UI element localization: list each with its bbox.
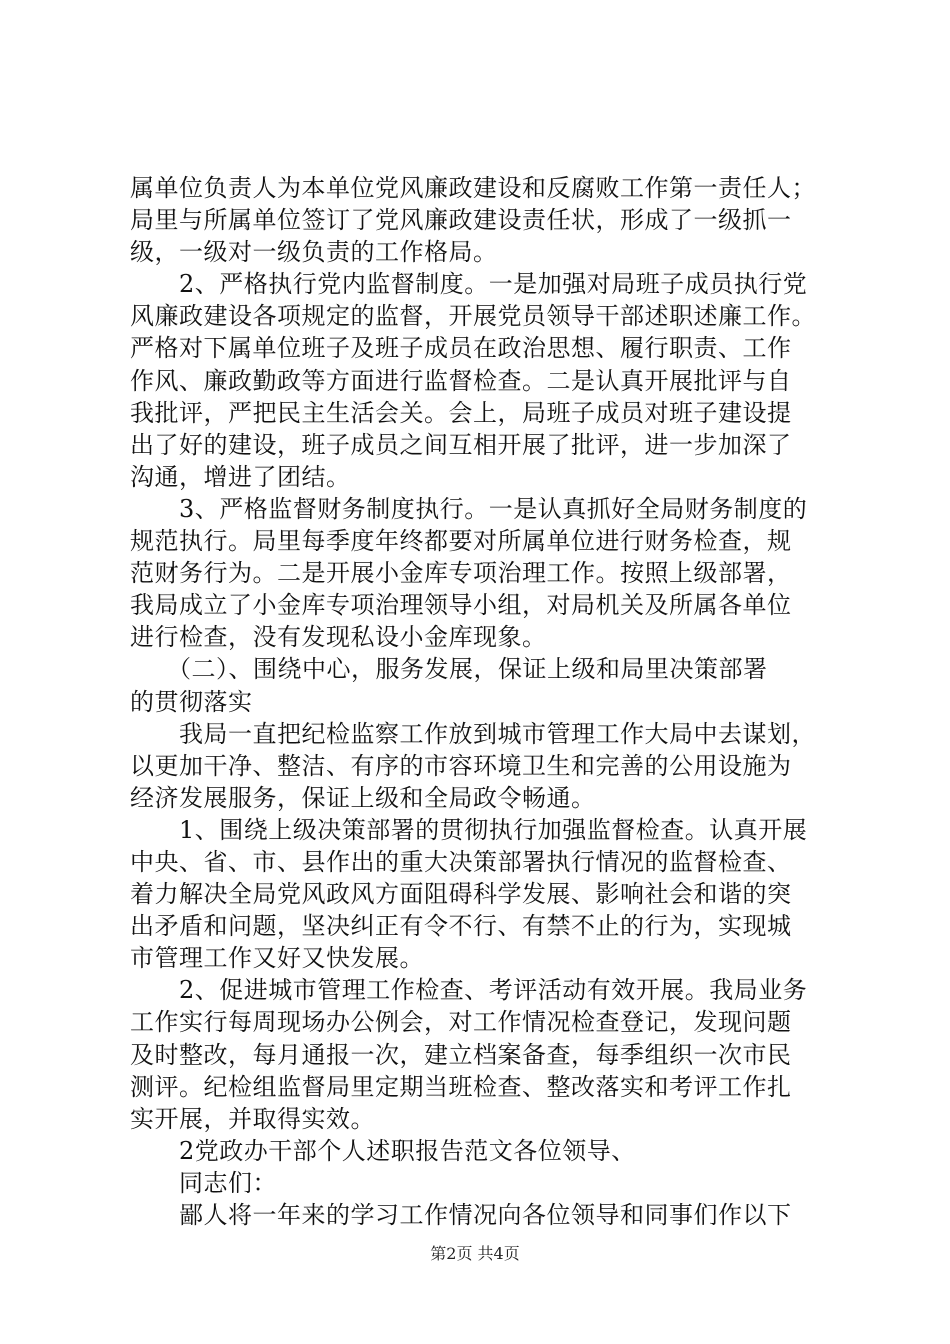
text-line: 我局成立了小金库专项治理领导小组，对局机关及所属各单位 [130, 591, 792, 620]
text-line: 的贯彻落实 [130, 687, 253, 716]
text-line: 属单位负责人为本单位党风廉政建设和反腐败工作第一责任人； [130, 174, 816, 202]
text-line: 我批评，严把民主生活会关。会上，局班子成员对班子建设提 [130, 398, 792, 427]
text-line: 3、严格监督财务制度执行。一是认真抓好全局财务制度的 [130, 494, 808, 523]
text-line: 风廉政建设各项规定的监督，开展党员领导干部述职述廉工作。 [130, 302, 816, 331]
text-line: 级，一级对一级负责的工作格局。 [130, 238, 498, 267]
text-line: 2、促进城市管理工作检查、考评活动有效开展。我局业务 [130, 976, 808, 1005]
page-number-footer: 第2页 共4页 [430, 1244, 520, 1263]
text-line: 1、围绕上级决策部署的贯彻执行加强监督检查。认真开展 [130, 815, 808, 844]
text-line: （二）、围绕中心，服务发展，保证上级和局里决策部署 [130, 655, 768, 684]
text-line: 着力解决全局党风政风方面阻碍科学发展、影响社会和谐的突 [130, 880, 792, 909]
text-line: 以更加干净、整洁、有序的市容环境卫生和完善的公用设施为 [130, 751, 792, 780]
text-line: 鄙人将一年来的学习工作情况向各位领导和同事们作以下 [130, 1201, 792, 1229]
text-line: 及时整改，每月通报一次，建立档案备查，每季组织一次市民 [130, 1040, 792, 1069]
text-line: 沟通，增进了团结。 [130, 462, 351, 491]
text-line: 2、严格执行党内监督制度。一是加强对局班子成员执行党 [130, 270, 808, 299]
text-line: 出了好的建设，班子成员之间互相开展了批评，进一步加深了 [130, 430, 792, 459]
text-line: 市管理工作又好又快发展。 [130, 944, 424, 973]
text-line: 范财务行为。二是开展小金库专项治理工作。按照上级部署， [130, 559, 792, 588]
body-text [130, 172, 840, 1231]
text-line: 经济发展服务，保证上级和全局政令畅通。 [130, 783, 596, 812]
text-line: 实开展，并取得实效。 [130, 1104, 375, 1133]
text-line: 2党政办干部个人述职报告范文各位领导、 [130, 1136, 636, 1165]
text-line: 局里与所属单位签订了党风廉政建设责任状，形成了一级抓一 [130, 206, 792, 235]
text-line: 出矛盾和问题，坚决纠正有令不行、有禁不止的行为，实现城 [130, 912, 792, 941]
text-line: 同志们： [130, 1168, 277, 1197]
text-line: 测评。纪检组监督局里定期当班检查、整改落实和考评工作扎 [130, 1072, 792, 1101]
text-line: 作风、廉政勤政等方面进行监督检查。二是认真开展批评与自 [130, 366, 792, 395]
text-line: 进行检查，没有发现私设小金库现象。 [130, 623, 547, 652]
text-line: 规范执行。局里每季度年终都要对所属单位进行财务检查，规 [130, 527, 792, 556]
text-line: 严格对下属单位班子及班子成员在政治思想、履行职责、工作 [130, 334, 792, 363]
text-line: 中央、省、市、县作出的重大决策部署执行情况的监督检查、 [130, 847, 792, 876]
text-line: 工作实行每周现场办公例会，对工作情况检查登记，发现问题 [130, 1008, 792, 1037]
text-line: 我局一直把纪检监察工作放到城市管理工作大局中去谋划， [130, 719, 816, 748]
